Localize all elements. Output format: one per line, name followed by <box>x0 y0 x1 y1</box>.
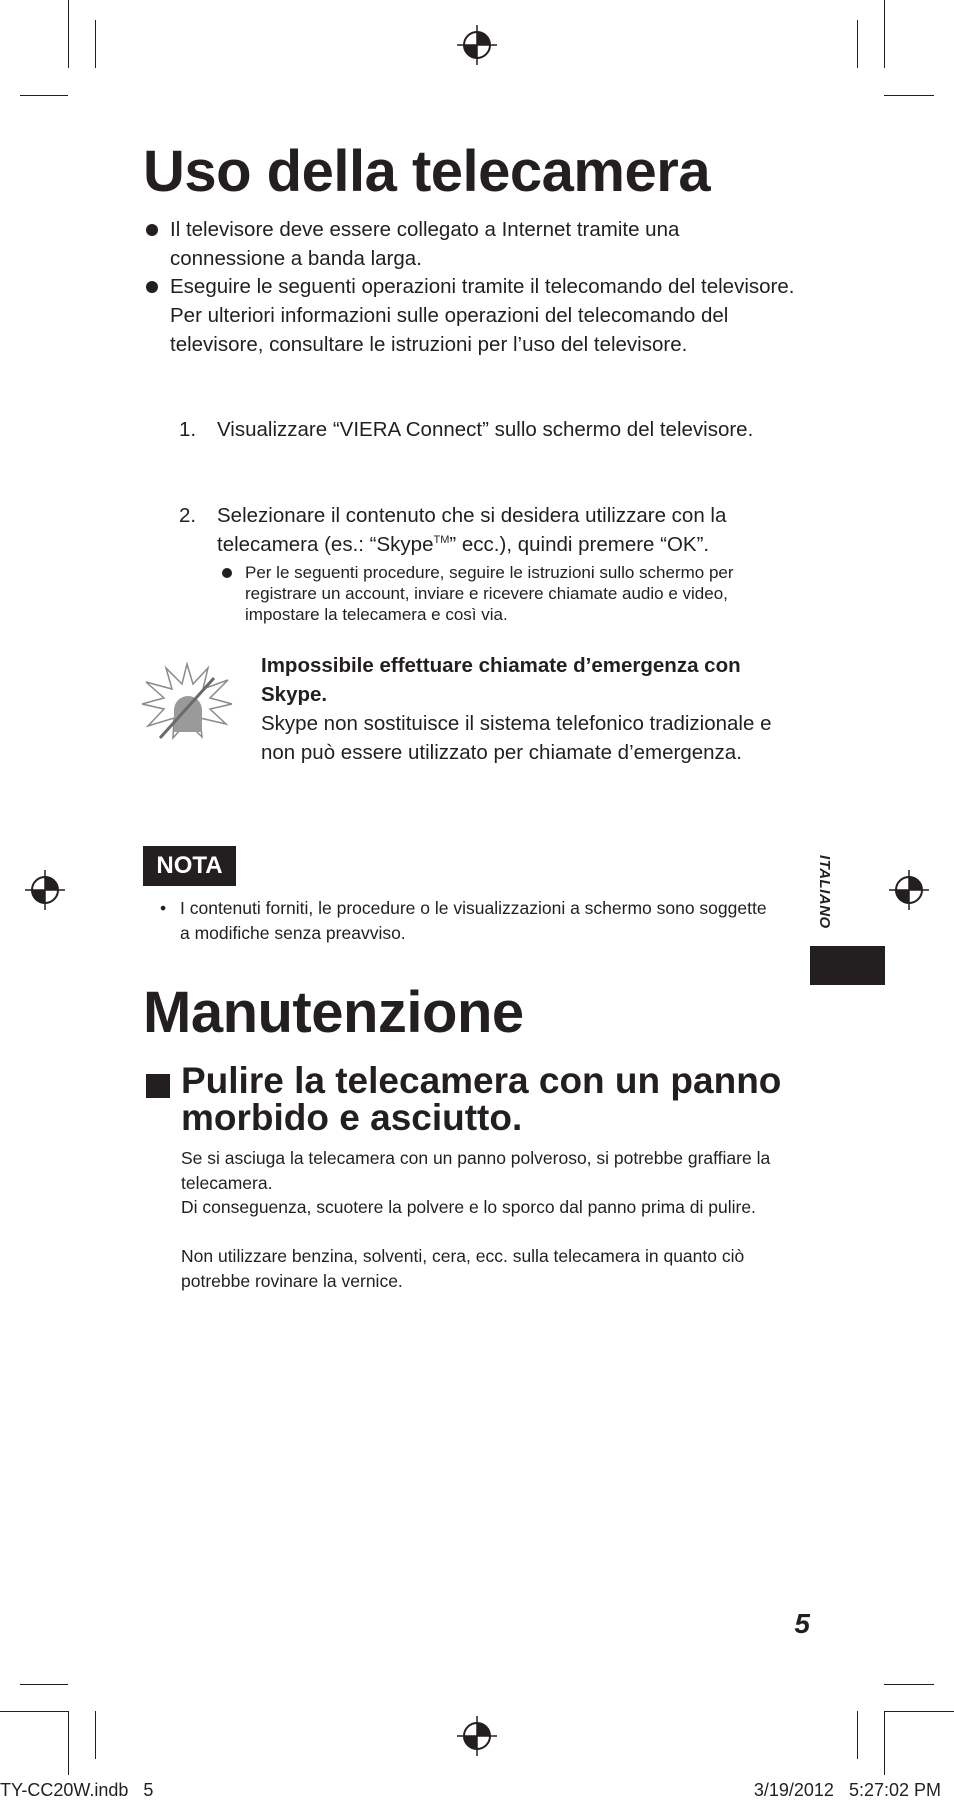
warning-text: Skype non sostituisce il sistema telefonico tradizionale e non può essere utilizzato per chiamate d’emergenza. <box>261 712 772 764</box>
page-title: Uso della telecamera <box>143 139 711 204</box>
warning-text-block <box>261 651 806 767</box>
footer-date: 3/19/2012 5:27:02 PM <box>753 1780 941 1800</box>
crop-mark <box>884 0 885 68</box>
section-heading: Pulire la telecamera con un panno morbido e asciutto. <box>181 1060 782 1138</box>
nota-badge: NOTA <box>143 846 236 886</box>
footer-file: TY-CC20W.indb 5 <box>0 1780 154 1800</box>
bullet-text: Il televisore deve essere collegato a Internet tramite una connessione a banda larga. <box>170 218 680 270</box>
crop-mark <box>0 1711 68 1712</box>
crop-mark <box>884 1711 885 1775</box>
bullet-icon <box>146 224 158 236</box>
bullet-text: Eseguire le seguenti operazioni tramite il telecomando del televisore. Per ulteriori informazioni sulle operazioni del telecomando del televisore, consultare le istruzioni per l’uso del televisore. <box>170 275 795 356</box>
step-text-part: ” ecc.), quindi premere “OK”. <box>449 533 710 556</box>
bullet-icon <box>222 568 232 578</box>
crop-mark <box>68 0 69 68</box>
step-number: 1. <box>179 418 197 441</box>
crop-mark <box>95 1711 96 1759</box>
registration-mark-icon <box>889 870 929 910</box>
crop-mark <box>857 20 858 68</box>
step-text-part: Selezionare il contenuto che si desidera utilizzare con la telecamera (es.: “Skype <box>217 504 727 556</box>
square-bullet-icon <box>146 1074 170 1098</box>
crop-mark <box>884 95 934 96</box>
crop-mark <box>95 20 96 68</box>
step-item <box>179 415 799 473</box>
step-text: Visualizzare “VIERA Connect” sullo schermo del televisore. <box>217 418 754 441</box>
no-emergency-call-icon <box>140 662 235 742</box>
language-tab-marker <box>810 946 885 985</box>
step-number: 2. <box>179 504 197 527</box>
step-item <box>179 501 799 559</box>
paragraph: Se si asciuga la telecamera con un panno polveroso, si potrebbe graffiare la telecamera. <box>181 1148 771 1193</box>
bullet-icon <box>146 281 158 293</box>
sub-bullet-text: Per le seguenti procedure, seguire le istruzioni sullo schermo per registrare un account, inviare e ricevere chiamate audio e video, impostare la telecamera e così via. <box>245 563 734 624</box>
list-item <box>146 272 796 388</box>
paragraph: Non utilizzare benzina, solventi, cera, ecc. sulla telecamera in quanto ciò potrebbe rovinare la vernice. <box>181 1246 745 1291</box>
list-item <box>146 215 796 273</box>
crop-mark <box>20 95 68 96</box>
crop-mark <box>20 1684 68 1685</box>
paragraph: Di conseguenza, scuotere la polvere e lo sporco dal panno prima di pulire. <box>181 1197 756 1217</box>
page-number: 5 <box>794 1608 810 1639</box>
trademark-mark: TM <box>433 534 450 547</box>
registration-mark-icon <box>457 1716 497 1756</box>
step-text <box>217 501 799 559</box>
crop-mark <box>884 1684 934 1685</box>
crop-mark <box>884 1711 954 1712</box>
registration-mark-icon <box>25 870 65 910</box>
registration-mark-icon <box>457 25 497 65</box>
crop-mark <box>857 1711 858 1759</box>
sub-list-item <box>222 562 792 628</box>
crop-mark <box>68 1711 69 1775</box>
language-tab-label: ITALIANO <box>816 855 833 929</box>
bullet-marker: • <box>160 898 167 918</box>
section-title: Manutenzione <box>143 980 524 1045</box>
nota-text: I contenuti forniti, le procedure o le visualizzazioni a schermo sono soggette a modifiche senza preavviso. <box>180 898 767 943</box>
warning-heading: Impossibile effettuare chiamate d’emergenza con Skype. <box>261 654 741 706</box>
